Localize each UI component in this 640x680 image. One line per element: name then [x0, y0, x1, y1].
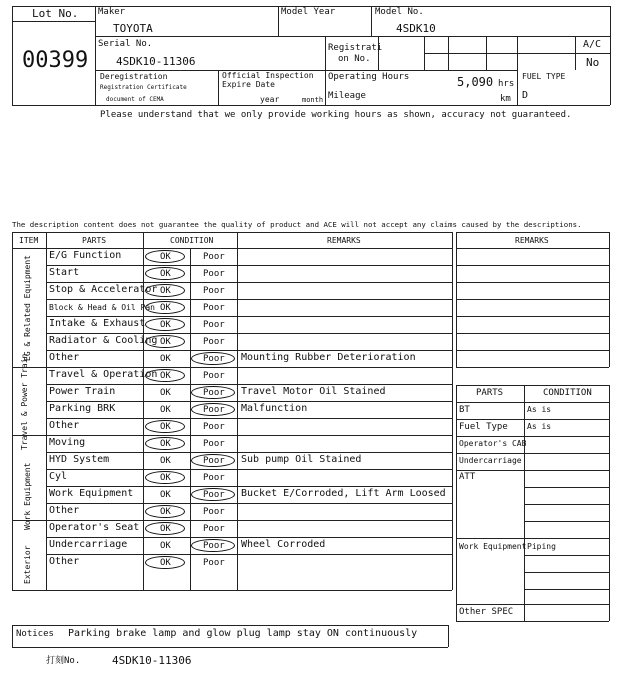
ok-selected-oval [145, 267, 185, 280]
registration-label-1: Registrati [328, 43, 383, 53]
part-name: Radiator & Cooling [49, 335, 158, 346]
part-name: Travel & Operation [49, 369, 158, 380]
part-name: Work Equipment [49, 488, 134, 499]
notices-text: Parking brake lamp and glow plug lamp stay ON continuously [68, 628, 418, 639]
part-name: Intake & Exhaust [49, 318, 146, 329]
notices-label: Notices [16, 629, 54, 639]
registration-certificate-label: Registration Certificate [100, 84, 187, 91]
ok-selected-oval [145, 301, 185, 314]
ok-option: OK [160, 439, 171, 449]
spec-part: Fuel Type [459, 422, 508, 432]
item-header: ITEM [19, 236, 39, 245]
poor-selected-oval [191, 403, 235, 416]
poor-selected-oval [191, 454, 235, 467]
remark-text: Sub pump Oil Stained [241, 454, 362, 465]
poor-option: Poor [203, 422, 225, 432]
ok-option: OK [160, 303, 171, 313]
spec-condition: As is [527, 422, 552, 431]
poor-option: Poor [203, 439, 225, 449]
ok-option: OK [160, 388, 171, 398]
hours-notice: Please understand that we only provide working hours as shown, accuracy not guaranteed. [100, 110, 572, 120]
deregistration-label: Deregistration [100, 72, 168, 81]
ok-option: OK [160, 456, 171, 466]
spec-condition: As is [527, 405, 552, 414]
group-exterior-label: Exterior [23, 545, 32, 585]
ok-selected-oval [145, 437, 185, 450]
group-eg-label: EG & Related Equipment [23, 255, 32, 361]
poor-option: Poor [203, 405, 225, 415]
model-no-value: 4SDK10 [396, 22, 436, 35]
poor-option: Poor [203, 269, 225, 279]
ok-selected-oval [145, 556, 185, 569]
poor-option: Poor [203, 354, 225, 364]
poor-option: Poor [203, 456, 225, 466]
ok-selected-oval [145, 284, 185, 297]
poor-option: Poor [203, 320, 225, 330]
ok-option: OK [160, 337, 171, 347]
ok-selected-oval [145, 420, 185, 433]
ok-option: OK [160, 490, 171, 500]
part-name: Operator's Seat [49, 522, 140, 533]
parts-header: PARTS [82, 236, 107, 245]
remarks-header: REMARKS [327, 236, 361, 245]
part-name: Power Train [49, 386, 116, 397]
poor-option: Poor [203, 371, 225, 381]
ok-selected-oval [145, 369, 185, 382]
ac-value: No [586, 56, 600, 69]
part-name: Block & Head & Oil Pan [49, 303, 155, 312]
ok-option: OK [160, 354, 171, 364]
operating-hours-value: 5,090 [457, 75, 494, 89]
poor-option: Poor [203, 473, 225, 483]
spec-part: Operator's CAB [459, 439, 527, 448]
part-name: Other [49, 556, 80, 567]
spec-part: Undercarriage [459, 456, 522, 465]
poor-option: Poor [203, 490, 225, 500]
ok-option: OK [160, 286, 171, 296]
document-label: document of CEMA [106, 96, 164, 103]
part-name: E/G Function [49, 250, 122, 261]
part-name: Parking BRK [49, 403, 116, 414]
mileage-label: Mileage [328, 91, 366, 101]
ok-option: OK [160, 507, 171, 517]
remark-text: Wheel Corroded [241, 539, 326, 550]
km-label: km [500, 94, 511, 104]
spec-condition: Piping [527, 542, 556, 551]
ok-option: OK [160, 252, 171, 262]
poor-option: Poor [203, 337, 225, 347]
ok-option: OK [160, 473, 171, 483]
ok-option: OK [160, 558, 171, 568]
year-label: year [260, 95, 280, 104]
ok-option: OK [160, 269, 171, 279]
remark-text: Bucket E/Corroded, Lift Arm Loosed [241, 488, 446, 499]
ok-selected-oval [145, 522, 185, 535]
part-name: Other [49, 505, 80, 516]
maker-label: Maker [98, 7, 126, 17]
poor-selected-oval [191, 352, 235, 365]
ok-option: OK [160, 524, 171, 534]
model-year-label: Model Year [281, 7, 336, 17]
poor-option: Poor [203, 524, 225, 534]
part-name: Other [49, 420, 80, 431]
poor-option: Poor [203, 507, 225, 517]
ok-option: OK [160, 320, 171, 330]
ok-selected-oval [145, 505, 185, 518]
ok-selected-oval [145, 318, 185, 331]
lot-no-label: Lot No. [32, 7, 79, 20]
condition-header: CONDITION [170, 236, 214, 245]
maker-value: TOYOTA [113, 22, 153, 35]
ok-option: OK [160, 405, 171, 415]
lot-no-value: 00399 [22, 48, 89, 73]
remark-text: Malfunction [241, 403, 308, 414]
ac-label: A/C [583, 39, 602, 50]
part-name: Stop & Accelerator [49, 284, 158, 295]
fuel-type-value: D [522, 90, 529, 101]
poor-option: Poor [203, 303, 225, 313]
group-work-label: Work Equipment [23, 462, 32, 530]
poor-option: Poor [203, 286, 225, 296]
stamp-label: 打刻No. [46, 656, 81, 666]
part-name: Start [49, 267, 80, 278]
ok-selected-oval [145, 250, 185, 263]
official-inspection-label-1: Official Inspection [222, 71, 314, 80]
remarks-right-header: REMARKS [515, 236, 549, 245]
serial-no-label: Serial No. [98, 39, 153, 49]
spec-condition-header: CONDITION [543, 388, 592, 398]
ok-option: OK [160, 541, 171, 551]
remark-text: Travel Motor Oil Stained [241, 386, 386, 397]
group-travel-label: Travel & Power Train [20, 353, 29, 450]
poor-option: Poor [203, 252, 225, 262]
ok-option: OK [160, 371, 171, 381]
poor-selected-oval [191, 386, 235, 399]
fuel-type-label: FUEL TYPE [522, 72, 566, 81]
poor-option: Poor [203, 388, 225, 398]
spec-part: BT [459, 405, 470, 415]
serial-no-value: 4SDK10-11306 [116, 55, 196, 68]
registration-label-2: on No. [338, 54, 371, 64]
poor-option: Poor [203, 558, 225, 568]
official-inspection-label-2: Expire Date [222, 80, 275, 89]
spec-part: Other SPEC [459, 607, 514, 617]
disclaimer: The description content does not guarantee the quality of product and ACE will not accept any claims caused by the descriptions. [12, 220, 582, 229]
remark-text: Mounting Rubber Deterioration [241, 352, 416, 363]
spec-part: Work Equipment [459, 542, 527, 551]
part-name: Undercarriage [49, 539, 128, 550]
ok-selected-oval [145, 471, 185, 484]
poor-selected-oval [191, 488, 235, 501]
model-no-label: Model No. [375, 7, 424, 17]
spec-part: ATT [459, 472, 476, 482]
part-name: Other [49, 352, 80, 363]
month-label: month [302, 96, 324, 104]
ok-selected-oval [145, 335, 185, 348]
part-name: Moving [49, 437, 86, 448]
spec-parts-header: PARTS [476, 388, 504, 398]
part-name: HYD System [49, 454, 110, 465]
ok-option: OK [160, 422, 171, 432]
operating-hours-label: Operating Hours [328, 72, 410, 82]
poor-option: Poor [203, 541, 225, 551]
hrs-label: hrs [498, 79, 515, 89]
part-name: Cyl [49, 471, 68, 482]
stamp-no: 4SDK10-11306 [112, 654, 192, 667]
poor-selected-oval [191, 539, 235, 552]
